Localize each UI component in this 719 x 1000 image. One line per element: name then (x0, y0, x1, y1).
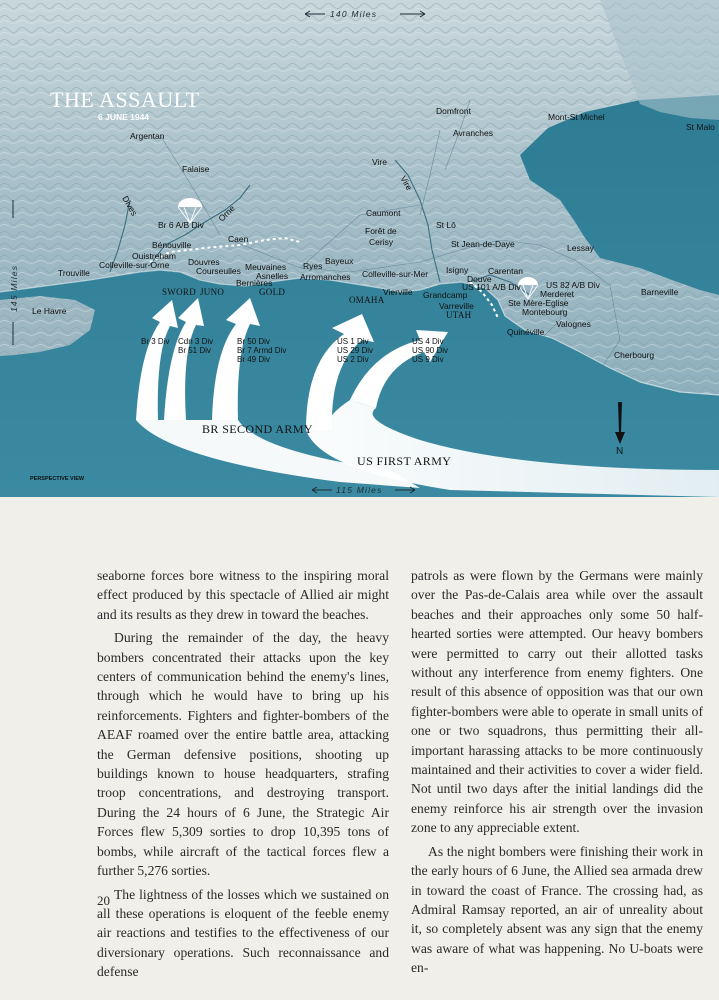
place-cherbourg: Cherbourg (614, 350, 655, 360)
place-caen: Caen (228, 234, 249, 244)
place-st-malo: St Malo (686, 122, 715, 132)
army-us-first: US FIRST ARMY (357, 454, 452, 468)
beach-utah: UTAH (446, 310, 472, 320)
place-colleville-orne: Colleville-sur-Orne (99, 260, 170, 270)
text-column-right (411, 566, 703, 978)
place-bernieres: Bernières (236, 278, 273, 288)
div-us9: US 9 Div (412, 355, 444, 364)
place-montebourg: Montebourg (522, 307, 568, 317)
place-ryes: Ryes (303, 261, 323, 271)
place-asnelles: Asnelles (256, 271, 289, 281)
airborne-us82: US 82 A/B Div (546, 280, 600, 290)
place-valognes: Valognes (556, 319, 591, 329)
place-bayeux: Bayeux (325, 256, 354, 266)
paragraph: The lightness of the losses which we sustained on all these operations is eloquent of the feeble enemy air reactions and testifies to the effectiveness of our diversionary operations. Such reconnaissance and defense (97, 886, 389, 980)
place-barneville: Barneville (641, 287, 679, 297)
river-label-dives: Dives (120, 194, 140, 218)
place-mont-st-michel: Mont-St Michel (548, 112, 605, 122)
map-date: 6 JUNE 1944 (98, 112, 150, 122)
scale-left-label: 145 Miles (9, 264, 19, 312)
place-avranches: Avranches (453, 128, 494, 138)
airborne-br6: Br 6 A/B Div (158, 220, 204, 230)
beach-omaha: OMAHA (349, 295, 385, 305)
beach-sword: SWORD (162, 287, 197, 297)
paragraph: During the remainder of the day, the heavy bombers concentrated their attacks upon the key centers of communication behind the enemy's lines, through which he would have to bring up his reinforcements. Fighters and fighter-bombers of the AEAF roamed over the entire battle area, attacking the German defensive positions, shooting up buildings known to house headquarters, strafing troop concentrations, and destroying transport. During the 24 hours of 6 June, the Strategic Air Forces flew 5,309 sorties to drop 10,395 tons of bombs, while aircraft of the tactical forces flew a further 5,276 sorties. (97, 630, 389, 879)
place-ouistreham: Ouistreham (132, 251, 176, 261)
div-br3: Br 3 Div (141, 337, 170, 346)
place-st-jean: St Jean-de-Daye (451, 239, 515, 249)
place-arromanches: Arromanches (300, 272, 351, 282)
paragraph: patrols as were flown by the Germans were mainly over the Pas-de-Calais area while over the assault beaches and their approaches only some 50 half-hearted sorties were attempted. Our heavy bombers were permitted to carry out their allotted tasks without any interference from enemy fighters. One result of this absence of opposition was that our own fighter-bombers were able to operate in small units of one or two squadrons, thus permitting their all-important harassing attacks to be more continuously maintained and their activities to cover a wider field. Not until two days after the initial landings did the enemy reinforce his air strength over the invasion zone to any appreciable extent. (411, 568, 703, 836)
river-label-vire: Vire (398, 174, 415, 192)
div-br7: Br 7 Armd Div (237, 346, 287, 355)
map-title: THE ASSAULT (50, 87, 200, 112)
div-br49: Br 49 Div (237, 355, 270, 364)
beach-gold: GOLD (259, 287, 286, 297)
place-colleville-mer: Colleville-sur-Mer (362, 269, 429, 279)
div-cdn3: Cdn 3 Div (178, 337, 214, 346)
place-caumont: Caumont (366, 208, 401, 218)
place-carentan: Carentan (488, 266, 523, 276)
div-us4: US 4 Div (412, 337, 444, 346)
perspective-note: PERSPECTIVE VIEW (30, 476, 85, 482)
place-douvres: Douvres (188, 257, 220, 267)
place-quineville: Quinéville (507, 327, 545, 337)
place-le-havre: Le Havre (32, 306, 67, 316)
div-us29: US 29 Div (337, 346, 374, 355)
div-br50: Br 50 Div (237, 337, 270, 346)
place-vire: Vire (372, 157, 387, 167)
place-st-lo: St Lô (436, 220, 456, 230)
place-meuvaines: Meuvaines (245, 262, 287, 272)
airborne-us101: US 101 A/B Div (462, 282, 521, 292)
place-foret: Forêt de (365, 226, 397, 236)
paragraph: As the night bombers were finishing their work in the early hours of 6 June, the Allied sea armada drew in toward the coast of France. The crossing had, as Admiral Ramsay reported, an air of unreality about it, so completely absent was any sign that the enemy was aware of what was happening. No U-boats were en- (411, 843, 703, 976)
place-courseulles: Courseulles (196, 266, 241, 276)
div-us1: US 1 Div (337, 337, 369, 346)
text-column-left (97, 566, 389, 982)
place-benouville: Bénouville (152, 240, 192, 250)
div-us2: US 2 Div (337, 355, 369, 364)
place-ste-mere: Ste Mère-Eglise (508, 298, 569, 308)
place-trouville: Trouville (58, 268, 90, 278)
place-falaise: Falaise (182, 164, 210, 174)
place-varreville: Varreville (439, 301, 474, 311)
place-merderet: Merderet (540, 289, 575, 299)
assault-map (0, 0, 719, 497)
beach-juno: JUNO (200, 287, 225, 297)
div-us90: US 90 Div (412, 346, 449, 355)
river-label-orne: Orne (216, 202, 237, 224)
scale-bottom-label: 115 Miles (336, 485, 383, 495)
div-br51: Br 51 Div (178, 346, 211, 355)
place-cerisy: Cerisy (369, 237, 394, 247)
paragraph: seaborne forces bore witness to the inspiring moral effect produced by this spectacle of Allied air might and its results as they drew in toward the beaches. (97, 568, 389, 622)
place-argentan: Argentan (130, 131, 165, 141)
place-isigny: Isigny (446, 265, 469, 275)
page-number: 20 (97, 893, 110, 908)
place-douve: Douve (467, 274, 492, 284)
place-vierville: Vierville (383, 287, 413, 297)
place-domfront: Domfront (436, 106, 471, 116)
army-br-second: BR SECOND ARMY (202, 422, 313, 436)
place-grandcamp: Grandcamp (423, 290, 468, 300)
north-label: N (616, 446, 624, 457)
place-lessay: Lessay (567, 243, 594, 253)
scale-top-label: 140 Miles (330, 9, 378, 19)
